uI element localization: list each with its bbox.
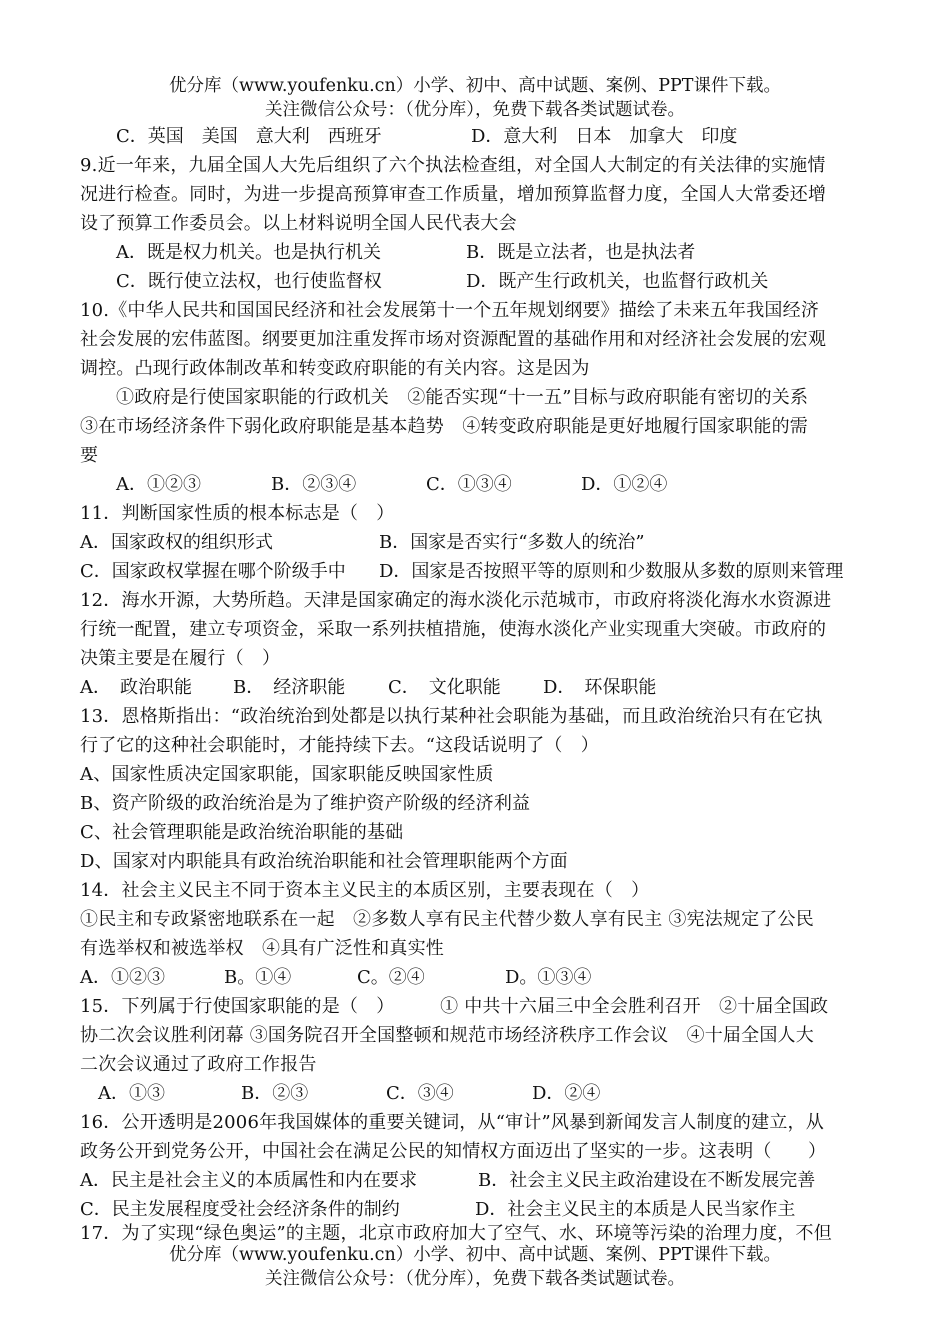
q16-stem-line-2: 政务公开到党务公开，中国社会在满足公民的知情权方面迈出了坚实的一步。这表明（ ）: [80, 1141, 827, 1162]
q8-option-c: C．英国 美国 意大利 西班牙: [116, 126, 382, 147]
q13-stem-line-2: 行了它的这种社会职能时，才能持续下去。“这段话说明了（ ）: [80, 735, 599, 756]
q16-option-b: B．社会主义民主政治建设在不断发展完善: [478, 1170, 816, 1191]
q14-stem-line-1: 14．社会主义民主不同于资本主义民主的本质区别，主要表现在（ ）: [80, 880, 650, 901]
q12-option-b: B． 经济职能: [233, 677, 346, 698]
q10-option-c: C．①③④: [426, 474, 512, 495]
q15-option-c: C．③④: [386, 1083, 454, 1104]
q15-option-d: D．②④: [532, 1083, 601, 1104]
q11-option-b: B．国家是否实行“多数人的统治”: [379, 532, 645, 553]
q16-option-a: A．民主是社会主义的本质属性和内在要求: [80, 1170, 417, 1191]
q12-stem-line-2: 行统一配置，建立专项资金，采取一系列扶植措施，使海水淡化产业实现重大突破。市政府的: [80, 619, 827, 640]
q11-stem-line-1: 11．判断国家性质的根本标志是（ ）: [80, 503, 395, 524]
header-line-1: 优分库（www.youfenku.cn）小学、初中、高中试题、案例、PPT课件下载。: [169, 76, 781, 96]
q10-stem-line-2: 社会发展的宏伟蓝图。纲要更加注重发挥市场对资源配置的基础作用和对经济社会发展的宏观: [80, 329, 827, 350]
q14-item-line-1: ①民主和专政紧密地联系在一起 ②多数人享有民主代替少数人享有民主 ③宪法规定了公民: [80, 909, 814, 930]
q13-option-c: C、社会管理职能是政治统治职能的基础: [80, 822, 404, 843]
q9-option-d: D．既产生行政机关，也监督行政机关: [466, 271, 769, 292]
q10-option-d: D．①②④: [581, 474, 668, 495]
q10-item-line-1: ①政府是行使国家职能的行政机关 ②能否实现“十一五”目标与政府职能有密切的关系: [116, 387, 809, 408]
q9-stem-line-2: 况进行检查。同时，为进一步提高预算审查工作质量，增加预算监督力度，全国人大常委还增: [80, 184, 827, 205]
q14-option-b: B。①④: [224, 967, 292, 988]
q12-option-a: A． 政治职能: [80, 677, 192, 698]
q8-option-d: D．意大利 日本 加拿大 印度: [471, 126, 738, 147]
q14-option-c: C。②④: [357, 967, 425, 988]
q15-stem-line-3: 二次会议通过了政府工作报告: [80, 1054, 317, 1075]
q13-stem-line-1: 13．恩格斯指出：“政治统治到处都是以执行某种社会职能为基础，而且政治统治只有在它执: [80, 706, 823, 727]
q15-option-b: B．②③: [241, 1083, 309, 1104]
q14-option-a: A．①②③: [80, 967, 165, 988]
q16-option-d: D．社会主义民主的本质是人民当家作主: [475, 1199, 796, 1220]
page-footer: [0, 1243, 950, 1291]
q9-option-b: B．既是立法者，也是执法者: [466, 242, 696, 263]
q15-stem-line-2: 协二次会议胜利闭幕 ③国务院召开全国整顿和规范市场经济秩序工作会议 ④十届全国人大: [80, 1025, 814, 1046]
q10-option-b: B．②③④: [271, 474, 357, 495]
q10-stem-line-1: 10.《中华人民共和国国民经济和社会发展第十一个五年规划纲要》描绘了未来五年我国经济: [80, 300, 820, 321]
footer-line-1: 优分库（www.youfenku.cn）小学、初中、高中试题、案例、PPT课件下载。: [169, 1245, 781, 1265]
q10-item-line-2: ③在市场经济条件下弱化政府职能是基本趋势 ④转变政府职能是更好地履行国家职能的需: [80, 416, 808, 437]
q16-stem-line-1: 16．公开透明是2006年我国媒体的重要关键词，从“审计”风暴到新闻发言人制度的建立，从: [80, 1112, 824, 1133]
q9-stem-line-1: 9.近一年来，九届全国人大先后组织了六个执法检查组，对全国人大制定的有关法律的实施情: [80, 155, 826, 176]
q16-option-c: C．民主发展程度受社会经济条件的制约: [80, 1199, 400, 1220]
q9-option-c: C．既行使立法权，也行使监督权: [116, 271, 382, 292]
q15-option-a: A．①③: [98, 1083, 165, 1104]
q11-option-a: A．国家政权的组织形式: [80, 532, 273, 553]
footer-line-2: 关注微信公众号：（优分库），免费下载各类试题试卷。: [265, 1269, 685, 1289]
header-line-2: 关注微信公众号：（优分库），免费下载各类试题试卷。: [265, 100, 685, 120]
q9-option-a: A．既是权力机关。也是执行机关: [116, 242, 381, 263]
q11-option-d: D．国家是否按照平等的原则和少数服从多数的原则来管理: [379, 561, 844, 582]
q12-option-c: C． 文化职能: [388, 677, 501, 698]
q10-option-a: A．①②③: [116, 474, 201, 495]
q14-item-line-2: 有选举权和被选举权 ④具有广泛性和真实性: [80, 938, 444, 959]
q17-stem-line-1: 17．为了实现“绿色奥运”的主题，北京市政府加大了空气、水、环境等污染的治理力度，不但: [80, 1223, 832, 1244]
q12-stem-line-3: 决策主要是在履行（ ）: [80, 648, 281, 669]
q9-stem-line-3: 设了预算工作委员会。以上材料说明全国人民代表大会: [80, 213, 517, 234]
q15-stem-line-1: 15．下列属于行使国家职能的是（ ） ① 中共十六届三中全会胜利召开 ②十届全国政: [80, 996, 829, 1017]
q10-item-line-3: 要: [80, 445, 99, 466]
page-header: [0, 74, 950, 122]
q10-stem-line-3: 调控。凸现行政体制改革和转变政府职能的有关内容。这是因为: [80, 358, 590, 379]
q13-option-a: A、国家性质决定国家职能，国家职能反映国家性质: [80, 764, 494, 785]
q12-stem-line-1: 12．海水开源，大势所趋。天津是国家确定的海水淡化示范城市，市政府将淡化海水水资源进: [80, 590, 832, 611]
q13-option-b: B、资产阶级的政治统治是为了维护资产阶级的经济利益: [80, 793, 531, 814]
q11-option-c: C．国家政权掌握在哪个阶级手中: [80, 561, 346, 582]
q12-option-d: D． 环保职能: [543, 677, 657, 698]
q14-option-d: D。①③④: [505, 967, 592, 988]
q13-option-d: D、国家对内职能具有政治统治职能和社会管理职能两个方面: [80, 851, 568, 872]
